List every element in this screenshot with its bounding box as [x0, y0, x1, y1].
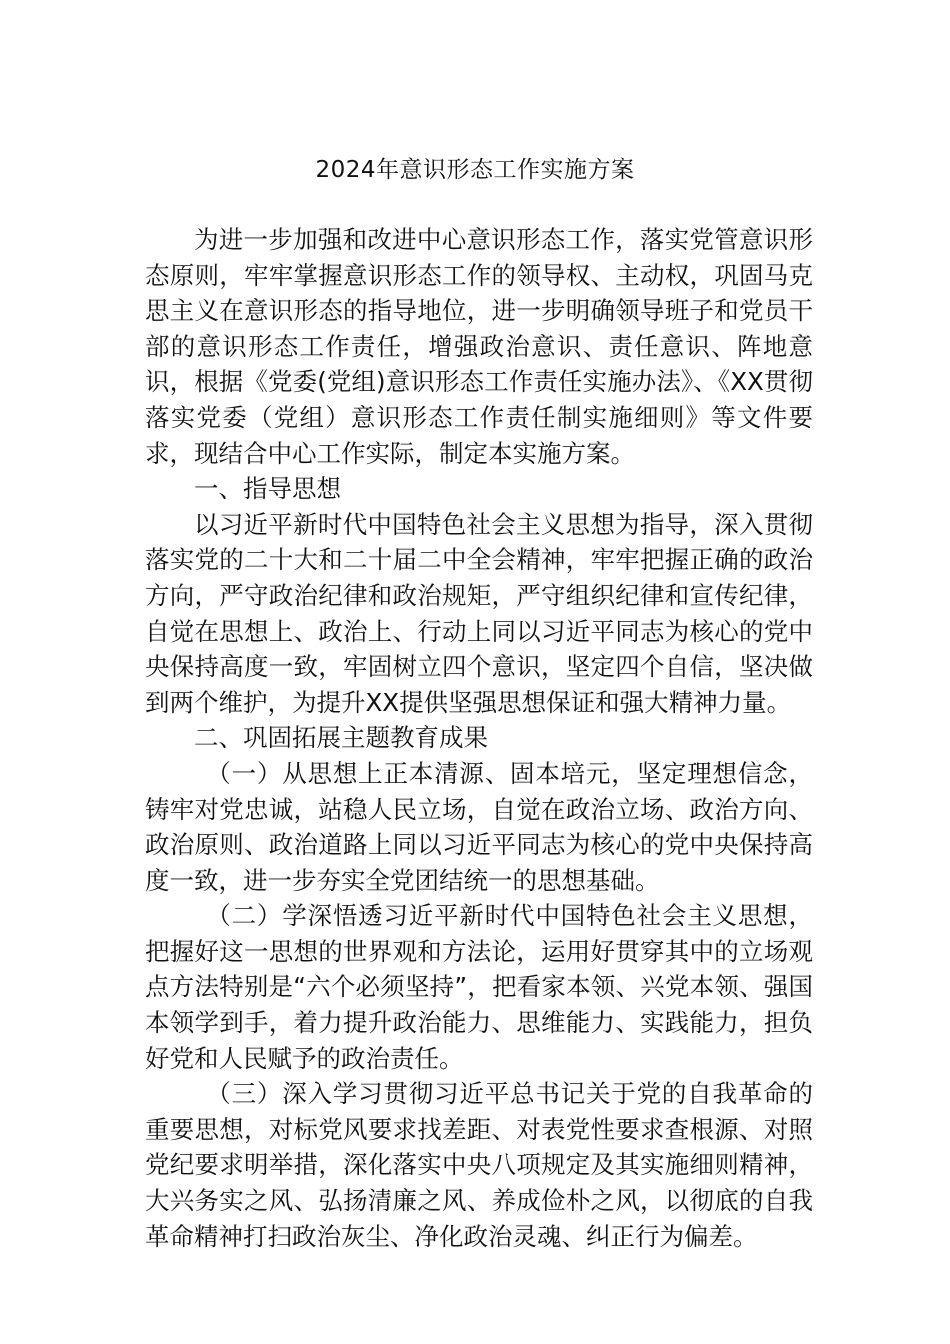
section-heading-guiding-ideology: 一、指导思想: [194, 474, 341, 504]
guiding-ideology-paragraph: 以习近平新时代中国特色社会主义思想为指导，深入贯彻落实党的二十大和二十届二中全会精神，牢牢把握正确的政治方向，严守政治纪律和政治规矩，严守组织纪律和宣传纪律，自觉在思想上、政治上、行动上同以习近平同志为核心的党中央保持高度一致，牢固树立四个意识，坚定四个自信，坚决做到两个维护，为提升XX提供坚强思想保证和强大精神力量。: [145, 509, 813, 717]
item-3-paragraph: （三）深入学习贯彻习近平总书记关于党的自我革命的重要思想，对标党风要求找差距、对表党性要求查根源、对照党纪要求明举措，深化落实中央八项规定及其实施细则精神，大兴务实之风、弘扬清廉之风、养成俭朴之风，以彻底的自我革命精神打扫政治灰尘、净化政治灵魂、纠正行为偏差。: [145, 1079, 813, 1251]
intro-paragraph: 为进一步加强和改进中心意识形态工作，落实党管意识形态原则，牢牢掌握意识形态工作的领导权、主动权，巩固马克思主义在意识形态的指导地位，进一步明确领导班子和党员干部的意识形态工作责任，增强政治意识、责任意识、阵地意识，根据《党委(党组)意识形态工作责任实施办法》、《XX贯彻落实党委（党组）意识形态工作责任制实施细则》等文件要求，现结合中心工作实际，制定本实施方案。: [145, 225, 813, 468]
document-title: 2024年意识形态工作实施方案: [315, 157, 635, 183]
item-1-paragraph: （一）从思想上正本清源、固本培元，坚定理想信念，铸牢对党忠诚，站稳人民立场，自觉在政治立场、政治方向、政治原则、政治道路上同以习近平同志为核心的党中央保持高度一致，进一步夯实全党团结统一的思想基础。: [145, 758, 813, 895]
section-heading-consolidate-education: 二、巩固拓展主题教育成果: [194, 723, 488, 753]
document-body: [145, 222, 813, 1254]
item-2-paragraph: （二）学深悟透习近平新时代中国特色社会主义思想，把握好这一思想的世界观和方法论，运用好贯穿其中的立场观点方法特别是“六个必须坚持”，把看家本领、兴党本领、强国本领学到手，着力提升政治能力、思维能力、实践能力，担负好党和人民赋予的政治责任。: [145, 901, 813, 1073]
